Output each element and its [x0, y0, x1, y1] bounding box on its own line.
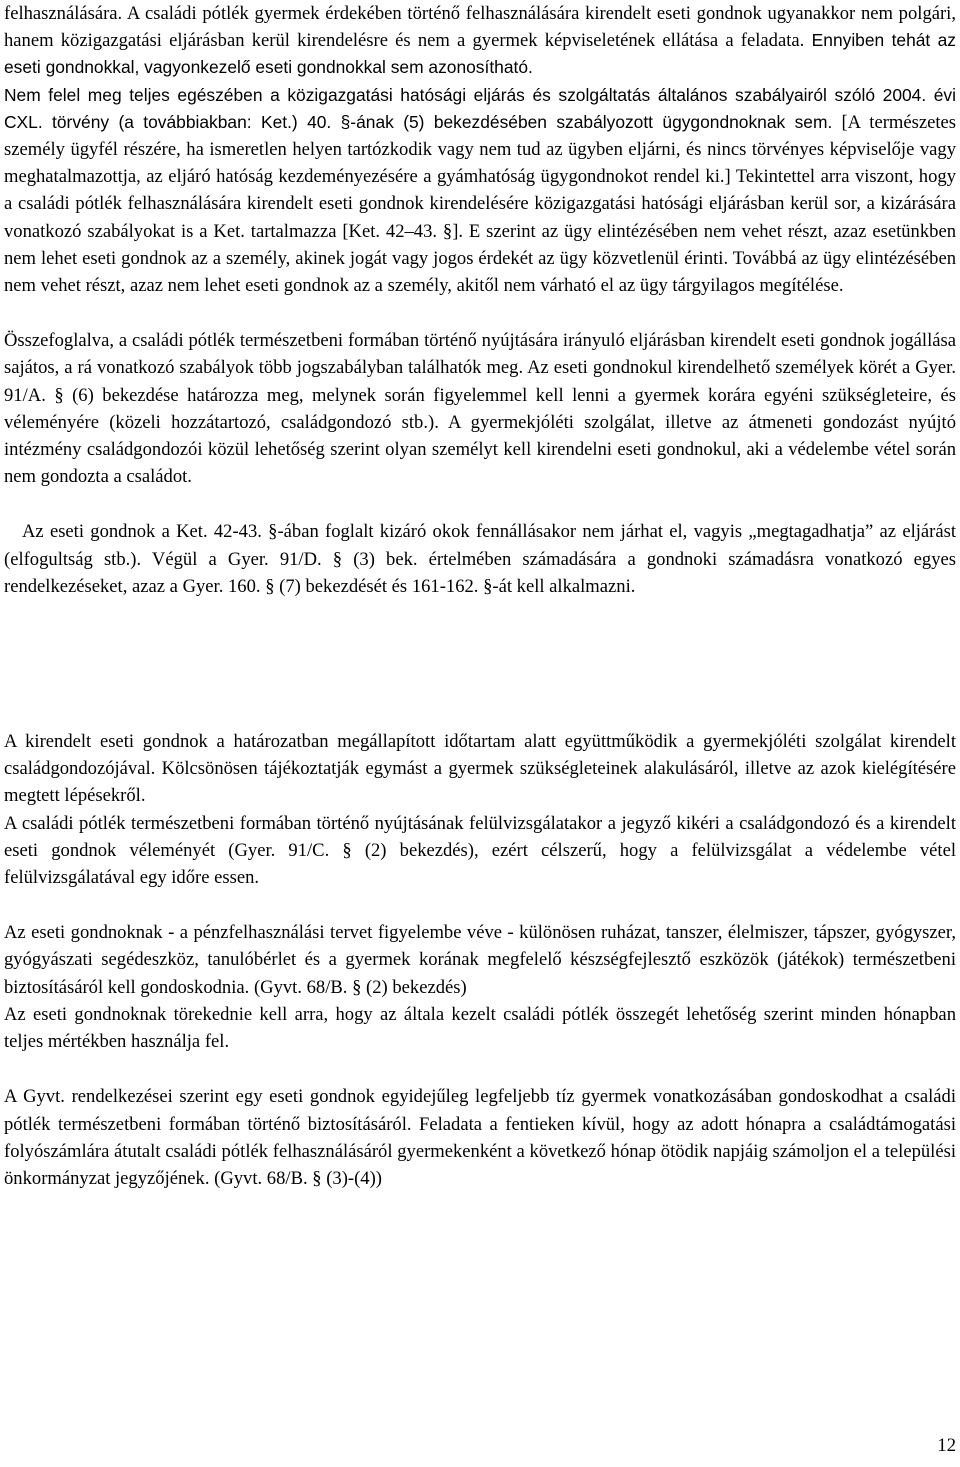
- paragraph-text: [A természetes személy ügyfél részére, ha ismeretlen helyen tartózkodik vagy nem tud az ügyben eljárni, és nincs törvényes képviselője vagy meghatalmazottja, az eljáró hatóság kezdeményezésére a gyámhatóság ügygondnokot rendel ki.] Tekintettel arra viszont, hogy a családi pótlék felhasználására kirendelt eseti gondnok kirendelésére közigazgatási hatósági eljárásban kerül sor, a kizárására vonatkozó szabályokat is a Ket. tartalmazza [Ket. 42–43. §]. E szerint az ügy elintézésében nem vehet részt, azaz esetünkben nem lehet eseti gondnok az a személy, akinek jogát vagy jogos érdekét az ügy közvetlenül érinti. Továbbá az ügy elintézésében nem vehet részt, azaz nem lehet eseti gondnok az a személy, akitől nem várható el az ügy tárgyilagos megítélése.: [4, 111, 956, 297]
- paragraph-eseti-gondnok-jogallas: [4, 0, 956, 82]
- paragraph-text-sans: Ennyiben tehát az eseti gondnokkal, vagyonkezelő eseti gondnokkal sem azonosítható.: [4, 30, 956, 78]
- paragraph-felhasznalas: Az eseti gondnoknak törekednie kell arra, hogy az általa kezelt családi pótlék összegét lehetőség szerint minden hónapban teljes mértékben használja fel.: [4, 1003, 956, 1053]
- document-page: [4, 0, 956, 1192]
- section-gap: [4, 600, 956, 728]
- paragraph-gap: [4, 891, 956, 919]
- paragraph-egyuttmukodes: A kirendelt eseti gondnok a határozatban megállapított időtartam alatt együttműködik a gyermekjóléti szolgálat kirendelt családgondozójával. Kölcsönösen tájékoztatják egymást a gyermek szükségleteinek alakulásáról, illetve az azok kielégítésére megtett lépésekről.: [4, 731, 956, 807]
- paragraph-termeszetbeni-biztositas: Az eseti gondnoknak - a pénzfelhasználási tervet figyelembe véve - különösen ruházat, tanszer, élelmiszer, tápszer, gyógyszer, gyógyászati segédeszköz, tanulóbérlet és a gyermek korának megfelelő készségfejlesztő eszközök (játékok) természetbeni biztosításáról kell gondoskodnia. (Gyvt. 68/B. § (2) bekezdés): [4, 922, 956, 998]
- paragraph-osszefoglalva: Összefoglalva, a családi pótlék természetbeni formában történő nyújtására irányuló eljárásban kirendelt eseti gondnok jogállása sajátos, a rá vonatkozó szabályok több jogszabályban találhatók meg. Az eseti gondnokul kirendelhető személyek körét a Gyer. 91/A. § (6) bekezdése határozza meg, melynek során figyelemmel kell lenni a gyermek korára egyéni szükségleteire, és véleményére (közeli hozzátartozó, családgondozó stb.). A gyermekjóléti szolgálat, illetve az átmeneti gondozást nyújtó intézmény családgondozói közül lehetőség szerint olyan személyt kell kirendelni eseti gondnokul, aki a védelembe vétel során nem gondozta a családot.: [4, 330, 956, 488]
- paragraph-felulvizsgalat: A családi pótlék természetbeni formában történő nyújtásának felülvizsgálatakor a jegyző kikéri a családgondozó és a kirendelt eseti gondnok véleményét (Gyer. 91/C. § (2) bekezdés), ezért célszerű, hogy a felülvizsgálat a védelembe vétel felülvizsgálatával egy időre essen.: [4, 812, 956, 889]
- paragraph-gap: [4, 1055, 956, 1083]
- paragraph-text-sans: Nem felel meg teljes egészében a közigazgatási hatósági eljárás és szolgáltatás általános szabályairól szóló 2004. évi CXL. törvény (a továbbiakban: Ket.) 40. §-ának (5) bekezdésében szabályozott ügygondnoknak sem.: [4, 84, 956, 132]
- paragraph-kizaro-okok: Az eseti gondnok a Ket. 42-43. §-ában foglalt kizáró okok fennállásakor nem járhat el, vagyis „megtagadhatja” az eljárást (elfogultság stb.). Végül a Gyer. 91/D. § (3) bek. értelmében számadására a gondnoki számadásra vonatkozó egyes rendelkezéseket, azaz a Gyer. 160. § (7) bekezdését és 161-162. §-át kell alkalmazni.: [4, 521, 956, 597]
- page-number: 12: [937, 1435, 956, 1456]
- paragraph-gyvt-rendelkezesek: A Gyvt. rendelkezései szerint egy eseti gondnok egyidejűleg legfeljebb tíz gyermek vonatkozásában gondoskodhat a családi pótlék természetbeni formában történő biztosításáról. Feladata a fentieken kívül, hogy az adott hónapra a családtámogatási folyószámlára átutalt családi pótlék felhasználásáról gyermekenként a következő hónap ötödik napjáig számoljon el a települési önkormányzat jegyzőjének. (Gyvt. 68/B. § (3)-(4)): [4, 1086, 956, 1189]
- paragraph-text: felhasználására. A családi pótlék gyermek érdekében történő felhasználására kirendelt eseti gondnok ugyanakkor nem polgári, hanem közigazgatási eljárásban kerül kirendelésre és nem a gyermek képviseletének ellátása a feladata.: [4, 3, 956, 52]
- paragraph-gap: [4, 490, 956, 518]
- paragraph-ugygondnok: [4, 82, 956, 300]
- paragraph-gap: [4, 299, 956, 327]
